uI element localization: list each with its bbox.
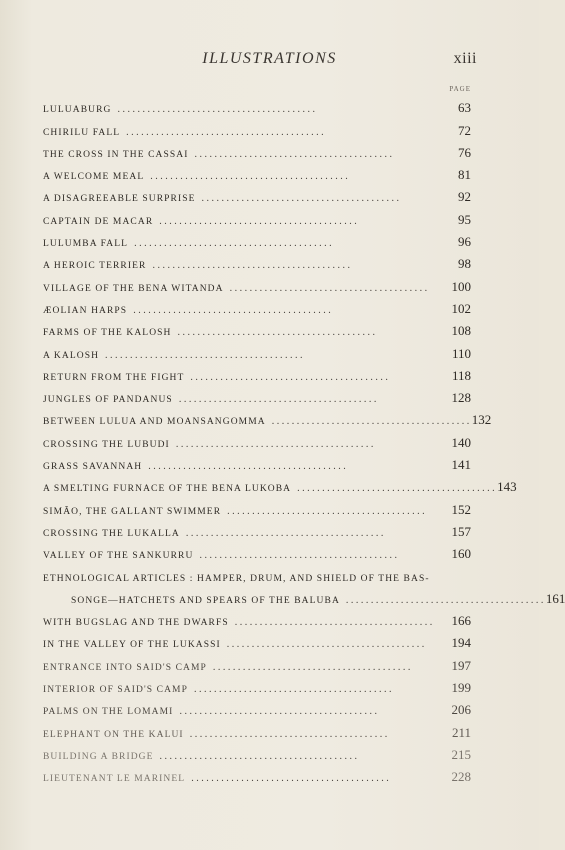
leader-dots: . . . . . . . . . . . . . . . . . . . . . . . . . . . . . . . . . . . . . . . . — [190, 371, 388, 383]
entry-title: FARMS OF THE KALOSH — [43, 328, 172, 339]
leader-dots: . . . . . . . . . . . . . . . . . . . . . . . . . . . . . . . . . . . . . . . . — [191, 773, 389, 785]
entry-page: 98 — [458, 256, 471, 272]
entry-page: 118 — [451, 367, 471, 383]
list-entry — [43, 364, 471, 386]
entry-page: 81 — [458, 167, 471, 183]
entry-page: 76 — [458, 144, 471, 160]
leader-dots: . . . . . . . . . . . . . . . . . . . . . . . . . . . . . . . . . . . . . . . . — [271, 416, 470, 428]
entry-title: BETWEEN LULUA AND MOANSANGOMMA — [43, 417, 266, 428]
entry-title: CROSSING THE LUBUDI — [43, 439, 170, 450]
entry-title: JUNGLES OF PANDANUS — [43, 395, 173, 406]
list-entry — [43, 542, 471, 564]
entry-title: ELEPHANT ON THE KALUI — [43, 729, 184, 740]
leader-dots: . . . . . . . . . . . . . . . . . . . . . . . . . . . . . . . . . . . . . . . . — [226, 639, 425, 651]
entry-title: LIEUTENANT LE MARINEL — [43, 774, 186, 785]
leader-dots: . . . . . . . . . . . . . . . . . . . . . . . . . . . . . . . . . . . . . . . . — [212, 661, 411, 673]
list-entry — [43, 676, 471, 698]
entry-title: WITH BUGSLAG AND THE DWARFS — [43, 618, 229, 629]
list-entry — [43, 319, 471, 341]
leader-dots: . . . . . . . . . . . . . . . . . . . . . . . . . . . . . . . . . . . . . . . . — [159, 750, 358, 762]
entry-title: VILLAGE OF THE BENA WITANDA — [43, 283, 224, 294]
entry-page: 132 — [471, 412, 492, 428]
leader-dots: . . . . . . . . . . . . . . . . . . . . . . . . . . . . . . . . . . . . . . . . — [148, 461, 346, 473]
list-entry — [43, 631, 471, 653]
leader-dots: . . . . . . . . . . . . . . . . . . . . . . . . . . . . . . . . . . . . . . . . — [105, 349, 303, 361]
list-entry — [43, 497, 471, 519]
entry-title: A DISAGREEABLE SURPRISE — [43, 194, 196, 205]
leader-dots: . . . . . . . . . . . . . . . . . . . . . . . . . . . . . . . . . . . . . . . . — [227, 505, 425, 517]
list-entry — [43, 475, 517, 497]
list-entry — [43, 520, 471, 542]
leader-dots: . . . . . . . . . . . . . . . . . . . . . . . . . . . . . . . . . . . . . . . . — [199, 550, 397, 562]
leader-dots: . . . . . . . . . . . . . . . . . . . . . . . . . . . . . . . . . . . . . . . . — [126, 126, 324, 138]
entry-page: 72 — [458, 122, 471, 138]
entry-page: 128 — [451, 390, 471, 406]
entry-page: 228 — [451, 769, 471, 785]
entry-title: LULUABURG — [43, 105, 112, 116]
entry-title: CHIRILU FALL — [43, 127, 121, 138]
entry-title: GRASS SAVANNAH — [43, 462, 143, 473]
entry-page: 194 — [451, 635, 471, 651]
list-entry — [43, 698, 471, 720]
leader-dots: . . . . . . . . . . . . . . . . . . . . . . . . . . . . . . . . . . . . . . . . — [150, 171, 348, 183]
entry-title: PALMS ON THE LOMAMI — [43, 707, 174, 718]
page-column-label: PAGE — [449, 85, 471, 93]
leader-dots: . . . . . . . . . . . . . . . . . . . . . . . . . . . . . . . . . . . . . . . . — [177, 327, 375, 339]
entry-page: 161 — [545, 590, 565, 606]
list-entry — [43, 274, 471, 296]
entry-title: THE CROSS IN THE CASSAI — [43, 149, 189, 160]
list-entry — [43, 297, 471, 319]
list-entry — [43, 609, 471, 631]
leader-dots: . . . . . . . . . . . . . . . . . . . . . . . . . . . . . . . . . . . . . . . . — [345, 594, 544, 606]
entry-title: IN THE VALLEY OF THE LUKASSI — [43, 640, 221, 651]
entry-title: SIMÃO, THE GALLANT SWIMMER — [43, 506, 222, 517]
leader-dots: . . . . . . . . . . . . . . . . . . . . . . . . . . . . . . . . . . . . . . . . — [134, 238, 332, 250]
leader-dots: . . . . . . . . . . . . . . . . . . . . . . . . . . . . . . . . . . . . . . . . — [152, 260, 350, 272]
entry-page: 100 — [451, 278, 471, 294]
entry-page: 197 — [451, 657, 471, 673]
entry-page: 96 — [458, 234, 471, 250]
list-entry-multiline-first — [43, 564, 471, 586]
list-entry — [43, 207, 471, 229]
list-entry — [43, 653, 471, 675]
illustrations-list — [43, 96, 565, 787]
entry-title: VALLEY OF THE SANKURRU — [43, 551, 194, 562]
entry-title: CAPTAIN DE MACAR — [43, 216, 154, 227]
entry-page: 166 — [451, 613, 471, 629]
entry-title-line2: SONGE—HATCHETS AND SPEARS OF THE BALUBA — [71, 595, 340, 606]
entry-title: ÆOLIAN HARPS — [43, 305, 128, 316]
entry-page: 102 — [451, 300, 471, 316]
list-entry — [43, 230, 471, 252]
leader-dots: . . . . . . . . . . . . . . . . . . . . . . . . . . . . . . . . . . . . . . . . — [175, 438, 374, 450]
entry-page: 92 — [458, 189, 471, 205]
entry-page: 199 — [451, 680, 471, 696]
entry-page: 108 — [451, 323, 471, 339]
running-head-title: ILLUSTRATIONS — [202, 50, 337, 67]
entry-page: 143 — [497, 479, 517, 495]
list-entry — [43, 430, 471, 452]
leader-dots: . . . . . . . . . . . . . . . . . . . . . . . . . . . . . . . . . . . . . . . . — [297, 483, 495, 495]
leader-dots: . . . . . . . . . . . . . . . . . . . . . . . . . . . . . . . . . . . . . . . . — [229, 282, 428, 294]
leader-dots: . . . . . . . . . . . . . . . . . . . . . . . . . . . . . . . . . . . . . . . . — [133, 304, 331, 316]
leader-dots: . . . . . . . . . . . . . . . . . . . . . . . . . . . . . . . . . . . . . . . . — [194, 684, 392, 696]
leader-dots: . . . . . . . . . . . . . . . . . . . . . . . . . . . . . . . . . . . . . . . . — [194, 148, 392, 160]
leader-dots: . . . . . . . . . . . . . . . . . . . . . . . . . . . . . . . . . . . . . . . . — [159, 215, 357, 227]
leader-dots: . . . . . . . . . . . . . . . . . . . . . . . . . . . . . . . . . . . . . . . . — [117, 104, 315, 116]
entry-title: RETURN FROM THE FIGHT — [43, 372, 185, 383]
entry-title: A WELCOME MEAL — [43, 172, 145, 183]
entry-title: A KALOSH — [43, 350, 100, 361]
entry-page: 160 — [451, 546, 471, 562]
leader-dots: . . . . . . . . . . . . . . . . . . . . . . . . . . . . . . . . . . . . . . . . — [201, 193, 400, 205]
entry-page: 211 — [451, 724, 471, 740]
entry-title: LULUMBA FALL — [43, 239, 129, 250]
entry-title-line1: ETHNOLOGICAL ARTICLES : HAMPER, DRUM, AND SHIELD OF THE BAS- — [43, 573, 430, 584]
list-entry — [43, 408, 492, 430]
list-entry — [43, 743, 471, 765]
entry-title: INTERIOR OF SAID'S CAMP — [43, 685, 188, 696]
leader-dots: . . . . . . . . . . . . . . . . . . . . . . . . . . . . . . . . . . . . . . . . — [185, 527, 384, 539]
entry-page: 63 — [458, 100, 471, 116]
leader-dots: . . . . . . . . . . . . . . . . . . . . . . . . . . . . . . . . . . . . . . . . — [179, 706, 377, 718]
entry-title: ENTRANCE INTO SAID'S CAMP — [43, 662, 207, 673]
list-entry — [43, 341, 471, 363]
leader-dots: . . . . . . . . . . . . . . . . . . . . . . . . . . . . . . . . . . . . . . . . — [234, 617, 433, 629]
list-entry — [43, 163, 471, 185]
entry-title: CROSSING THE LUKALLA — [43, 528, 180, 539]
list-entry — [43, 252, 471, 274]
list-entry — [43, 765, 471, 787]
entry-page: 157 — [451, 523, 471, 539]
entry-title: A HEROIC TERRIER — [43, 261, 147, 272]
entry-page: 206 — [451, 702, 471, 718]
list-entry — [43, 386, 471, 408]
list-entry — [43, 720, 471, 742]
list-entry — [43, 185, 471, 207]
entry-page: 141 — [451, 457, 471, 473]
leader-dots: . . . . . . . . . . . . . . . . . . . . . . . . . . . . . . . . . . . . . . . . — [178, 394, 377, 406]
entry-title: A SMELTING FURNACE OF THE BENA LUKOBA — [43, 484, 292, 495]
entry-page: 95 — [458, 211, 471, 227]
entry-page: 215 — [451, 746, 471, 762]
list-entry — [43, 96, 471, 118]
entry-page: 140 — [451, 434, 471, 450]
list-entry-multiline-second — [43, 587, 565, 609]
entry-title: BUILDING A BRIDGE — [43, 751, 154, 762]
list-entry — [43, 118, 471, 140]
list-entry — [43, 141, 471, 163]
entry-page: 110 — [451, 345, 471, 361]
running-head-page-number: xiii — [453, 50, 477, 67]
list-entry — [43, 453, 471, 475]
leader-dots: . . . . . . . . . . . . . . . . . . . . . . . . . . . . . . . . . . . . . . . . — [189, 728, 388, 740]
entry-page: 152 — [451, 501, 471, 517]
